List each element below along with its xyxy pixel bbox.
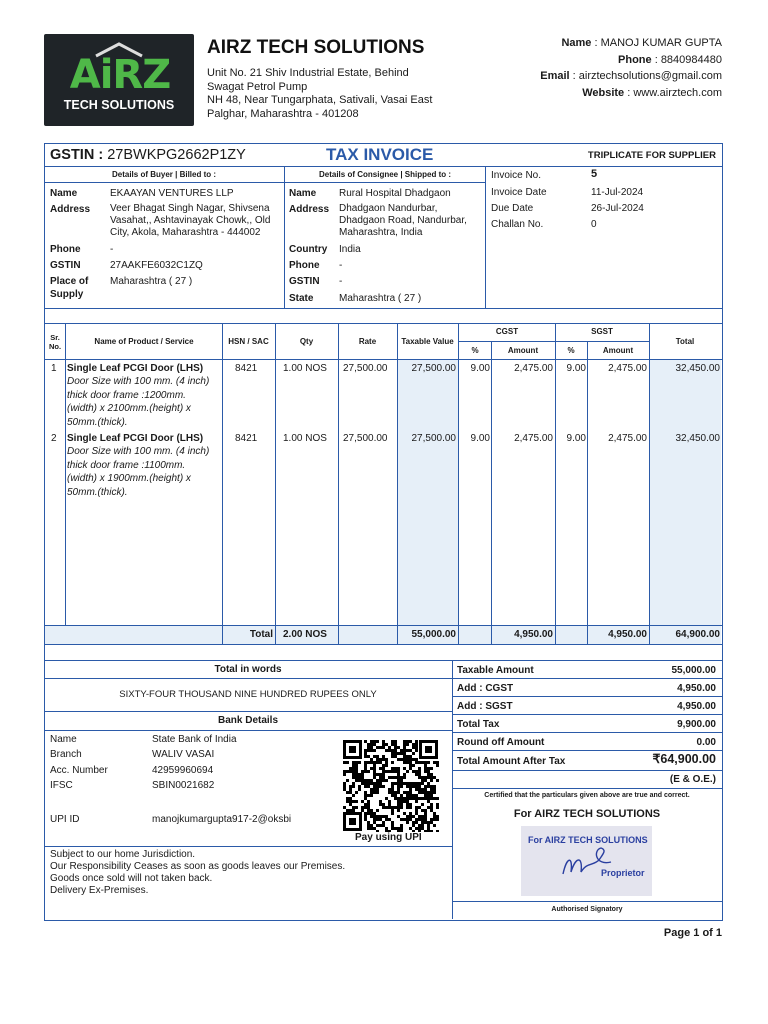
row-rate: 27,500.00 — [343, 433, 388, 444]
signature-stamp — [521, 826, 652, 896]
consignee-address-line: Maharashtra, India — [339, 227, 423, 238]
company-logo — [44, 34, 194, 126]
col-sgst-pct: % — [567, 346, 575, 355]
col-product: Name of Product / Service — [94, 337, 194, 346]
col-cgst-pct: % — [471, 346, 479, 355]
total-taxable: 55,000.00 — [411, 629, 456, 640]
contact-name-label: Name — [561, 37, 592, 49]
bank-branch-label: Branch — [50, 749, 82, 760]
desc-line: Door Size with 100 mm. (4 inch) — [67, 376, 210, 387]
col-taxable: Taxable Value — [401, 337, 454, 346]
row-product-desc — [67, 445, 209, 499]
row-rate: 27,500.00 — [343, 363, 388, 374]
buyer-address — [110, 203, 270, 239]
summary-taxable-label: Taxable Amount — [457, 665, 534, 676]
row-product-name: Single Leaf PCGI Door (LHS) — [67, 363, 204, 374]
invoice-no-label: Invoice No. — [491, 170, 542, 181]
summary-roundoff: 0.00 — [696, 737, 716, 748]
col-cgst: CGST — [495, 327, 519, 336]
address-line: Unit No. 21 Shiv Industrial Estate, Behind — [207, 67, 409, 79]
stamp-line-2: Proprietor — [601, 868, 645, 878]
summary-sgst: 4,950.00 — [677, 701, 716, 712]
row-sr: 2 — [51, 433, 57, 444]
logo-mark: AiRZ — [69, 52, 171, 98]
desc-line: (width) x 1900mm.(height) x — [67, 473, 191, 484]
row-hsn: 8421 — [235, 433, 258, 444]
invoice-no: 5 — [591, 168, 598, 180]
consignee-state: Maharashtra ( 27 ) — [339, 293, 422, 304]
bank-branch: WALIV VASAI — [152, 749, 215, 760]
row-sgst-amt: 2,475.00 — [608, 363, 647, 374]
row-total: 32,450.00 — [675, 433, 720, 444]
certified-text: Certified that the particulars given above are true and correct. — [484, 792, 690, 799]
bank-heading: Bank Details — [217, 715, 279, 726]
col-sr-line: No. — [48, 342, 62, 351]
desc-line: thick door frame :1200mm. — [67, 389, 186, 401]
bank-ifsc-label: IFSC — [50, 780, 73, 791]
authorised-signatory: Authorised Signatory — [551, 906, 623, 913]
summary-taxable: 55,000.00 — [671, 665, 716, 676]
consignee-country-label: Country — [289, 244, 328, 255]
desc-line: Door Size with 100 mm. (4 inch) — [67, 446, 210, 457]
consignee-gstin-label: GSTIN — [289, 276, 320, 287]
gstin-line — [50, 147, 246, 163]
row-sgst-pct: 9.00 — [566, 363, 586, 374]
col-rate: Rate — [358, 337, 377, 346]
words-value: SIXTY-FOUR THOUSAND NINE HUNDRED RUPEES ONLY — [119, 689, 377, 700]
summary-cgst-label: Add : CGST — [457, 683, 514, 694]
bank-acc-label: Acc. Number — [50, 765, 108, 776]
buyer-address-line: Veer Bhagat Singh Nagar, Shivsena — [110, 203, 270, 214]
buyer-address-line: City, Akola, Maharashtra - 444002 — [110, 227, 261, 238]
company-address — [207, 67, 432, 121]
contact-email[interactable]: airztechsolutions@gmail.com — [578, 70, 722, 82]
row-cgst-amt: 2,475.00 — [514, 433, 553, 444]
qr-code-icon — [342, 739, 439, 832]
signature-scribble-icon — [521, 826, 652, 896]
address-line: NH 48, Near Tungarphata, Sativali, Vasai East — [207, 94, 433, 106]
total-amount: 64,900.00 — [675, 629, 720, 640]
col-qty: Qty — [299, 337, 314, 346]
row-cgst-pct: 9.00 — [470, 363, 490, 374]
due-date: 26-Jul-2024 — [591, 203, 644, 214]
challan-label: Challan No. — [491, 219, 544, 230]
gstin-value: 27BWKPG2662P1ZY — [107, 147, 246, 163]
row-product-desc — [67, 375, 209, 429]
buyer-name: EKAAYAN VENTURES LLP — [110, 188, 234, 199]
contact-website[interactable]: www.airztech.com — [633, 86, 722, 99]
contact-phone-label: Phone — [618, 53, 652, 66]
row-hsn: 8421 — [235, 363, 258, 374]
contact-website-label: Website — [582, 86, 625, 99]
bank-name-label: Name — [50, 734, 77, 745]
company-contact: Name : MANOJ KUMAR GUPTA Phone : 8840984480 Email : airztechsolutions@gmail.com Website : www.airztech.com — [540, 37, 722, 99]
col-sgst: SGST — [591, 327, 613, 336]
row-product-name: Single Leaf PCGI Door (LHS) — [67, 433, 204, 444]
contact-name: MANOJ KUMAR GUPTA — [600, 37, 722, 49]
contact-email-label: Email — [540, 70, 570, 82]
row-sgst-pct: 9.00 — [566, 433, 586, 444]
col-hsn: HSN / SAC — [228, 337, 269, 346]
consignee-phone: - — [339, 260, 343, 271]
row-sgst-amt: 2,475.00 — [608, 433, 647, 444]
row-qty: 1.00 NOS — [283, 363, 327, 374]
challan-no: 0 — [591, 219, 597, 230]
logo-subtitle: TECH SOLUTIONS — [63, 98, 175, 112]
bank-acc: 42959960694 — [152, 765, 214, 776]
col-total: Total — [675, 337, 695, 346]
col-sr-line: Sr. — [50, 333, 60, 342]
row-total: 32,450.00 — [675, 363, 720, 374]
words-heading: Total in words — [214, 664, 282, 675]
page-number: Page 1 of 1 — [663, 927, 722, 939]
terms-line: Our Responsibility Ceases as soon as goods leaves our Premises. — [50, 861, 346, 872]
invoice-date-label: Invoice Date — [491, 187, 547, 198]
gstin-label: GSTIN : — [50, 147, 104, 163]
summary-after-tax: ₹64,900.00 — [652, 752, 716, 766]
terms-line: Subject to our home Jurisdiction. — [50, 849, 196, 860]
address-line: Swagat Petrol Pump — [207, 80, 308, 93]
consignee-phone-label: Phone — [289, 260, 320, 271]
total-sgst: 4,950.00 — [608, 629, 647, 640]
terms-line: Goods once sold will not taken back. — [50, 873, 213, 884]
consignee-name-label: Name — [289, 188, 317, 199]
consignee-address-line: Dhadgaon Nandurbar, — [339, 203, 438, 214]
pos-label-line: Supply — [50, 289, 84, 300]
desc-line: thick door frame :1100mm. — [67, 459, 186, 471]
buyer-gstin-label: GSTIN — [50, 260, 81, 271]
consignee-address-line: Dhadgaon Road, Nandurbar, — [339, 215, 467, 226]
signature-for: For AIRZ TECH SOLUTIONS — [513, 808, 661, 820]
summary-eoe: (E & O.E.) — [669, 774, 716, 785]
bank-ifsc: SBIN0021682 — [152, 780, 215, 791]
row-cgst-amt: 2,475.00 — [514, 363, 553, 374]
bank-name: State Bank of India — [152, 734, 237, 745]
consignee-country: India — [339, 244, 361, 255]
desc-line: 50mm.(thick). — [67, 416, 128, 428]
upi-label: UPI ID — [50, 814, 80, 825]
upi-qr-code[interactable] — [342, 739, 439, 832]
due-date-label: Due Date — [491, 203, 534, 214]
company-name: AIRZ TECH SOLUTIONS — [207, 37, 425, 58]
pay-upi-label: Pay using UPI — [355, 832, 422, 843]
consignee-address — [339, 203, 467, 239]
invoice-title: TAX INVOICE — [326, 145, 434, 164]
upi-id: manojkumargupta917-2@oksbi — [152, 814, 292, 825]
invoice-date: 11-Jul-2024 — [591, 187, 644, 198]
col-sr — [44, 333, 66, 351]
contact-phone: 8840984480 — [660, 53, 722, 66]
desc-line: (width) x 2100mm.(height) x — [67, 403, 191, 414]
buyer-name-label: Name — [50, 188, 78, 199]
col-sgst-amount: Amount — [602, 346, 634, 355]
buyer-address-label: Address — [50, 204, 91, 215]
summary-tax-label: Total Tax — [457, 719, 500, 730]
pos-label-line: Place of — [50, 276, 89, 287]
summary-tax: 9,900.00 — [677, 719, 716, 730]
row-cgst-pct: 9.00 — [470, 433, 490, 444]
buyer-phone: - — [110, 244, 114, 255]
row-taxable: 27,500.00 — [411, 363, 456, 374]
desc-line: 50mm.(thick). — [67, 486, 128, 498]
total-qty: 2.00 NOS — [283, 629, 327, 640]
consignee-state-label: State — [289, 293, 314, 304]
consignee-address-label: Address — [289, 204, 330, 215]
total-cgst: 4,950.00 — [514, 629, 553, 640]
summary-after-tax-label: Total Amount After Tax — [457, 756, 566, 767]
buyer-gstin: 27AAKFE6032C1ZQ — [110, 260, 203, 271]
buyer-heading: Details of Buyer | Billed to : — [111, 170, 217, 179]
consignee-heading: Details of Consignee | Shipped to : — [318, 170, 452, 179]
row-sr: 1 — [51, 363, 57, 374]
terms — [50, 849, 345, 897]
consignee-name: Rural Hospital Dhadgaon — [339, 188, 451, 199]
terms-line: Delivery Ex-Premises. — [50, 885, 149, 896]
total-label: Total — [249, 629, 273, 640]
row-taxable: 27,500.00 — [411, 433, 456, 444]
consignee-gstin: - — [339, 276, 343, 287]
buyer-address-line: Vasahat,, Ashtavinayak Chowk,, Old — [110, 215, 271, 226]
stamp-line-1: For AIRZ TECH SOLUTIONS — [528, 835, 648, 845]
copy-label: TRIPLICATE FOR SUPPLIER — [587, 150, 716, 161]
summary-sgst-label: Add : SGST — [457, 701, 513, 712]
buyer-pos-label — [50, 275, 88, 301]
buyer-phone-label: Phone — [50, 244, 81, 255]
summary-cgst: 4,950.00 — [677, 683, 716, 694]
row-qty: 1.00 NOS — [283, 433, 327, 444]
col-cgst-amount: Amount — [507, 346, 539, 355]
address-line: Palghar, Maharashtra - 401208 — [207, 107, 359, 120]
summary-roundoff-label: Round off Amount — [457, 737, 545, 748]
buyer-pos: Maharashtra ( 27 ) — [110, 276, 193, 287]
